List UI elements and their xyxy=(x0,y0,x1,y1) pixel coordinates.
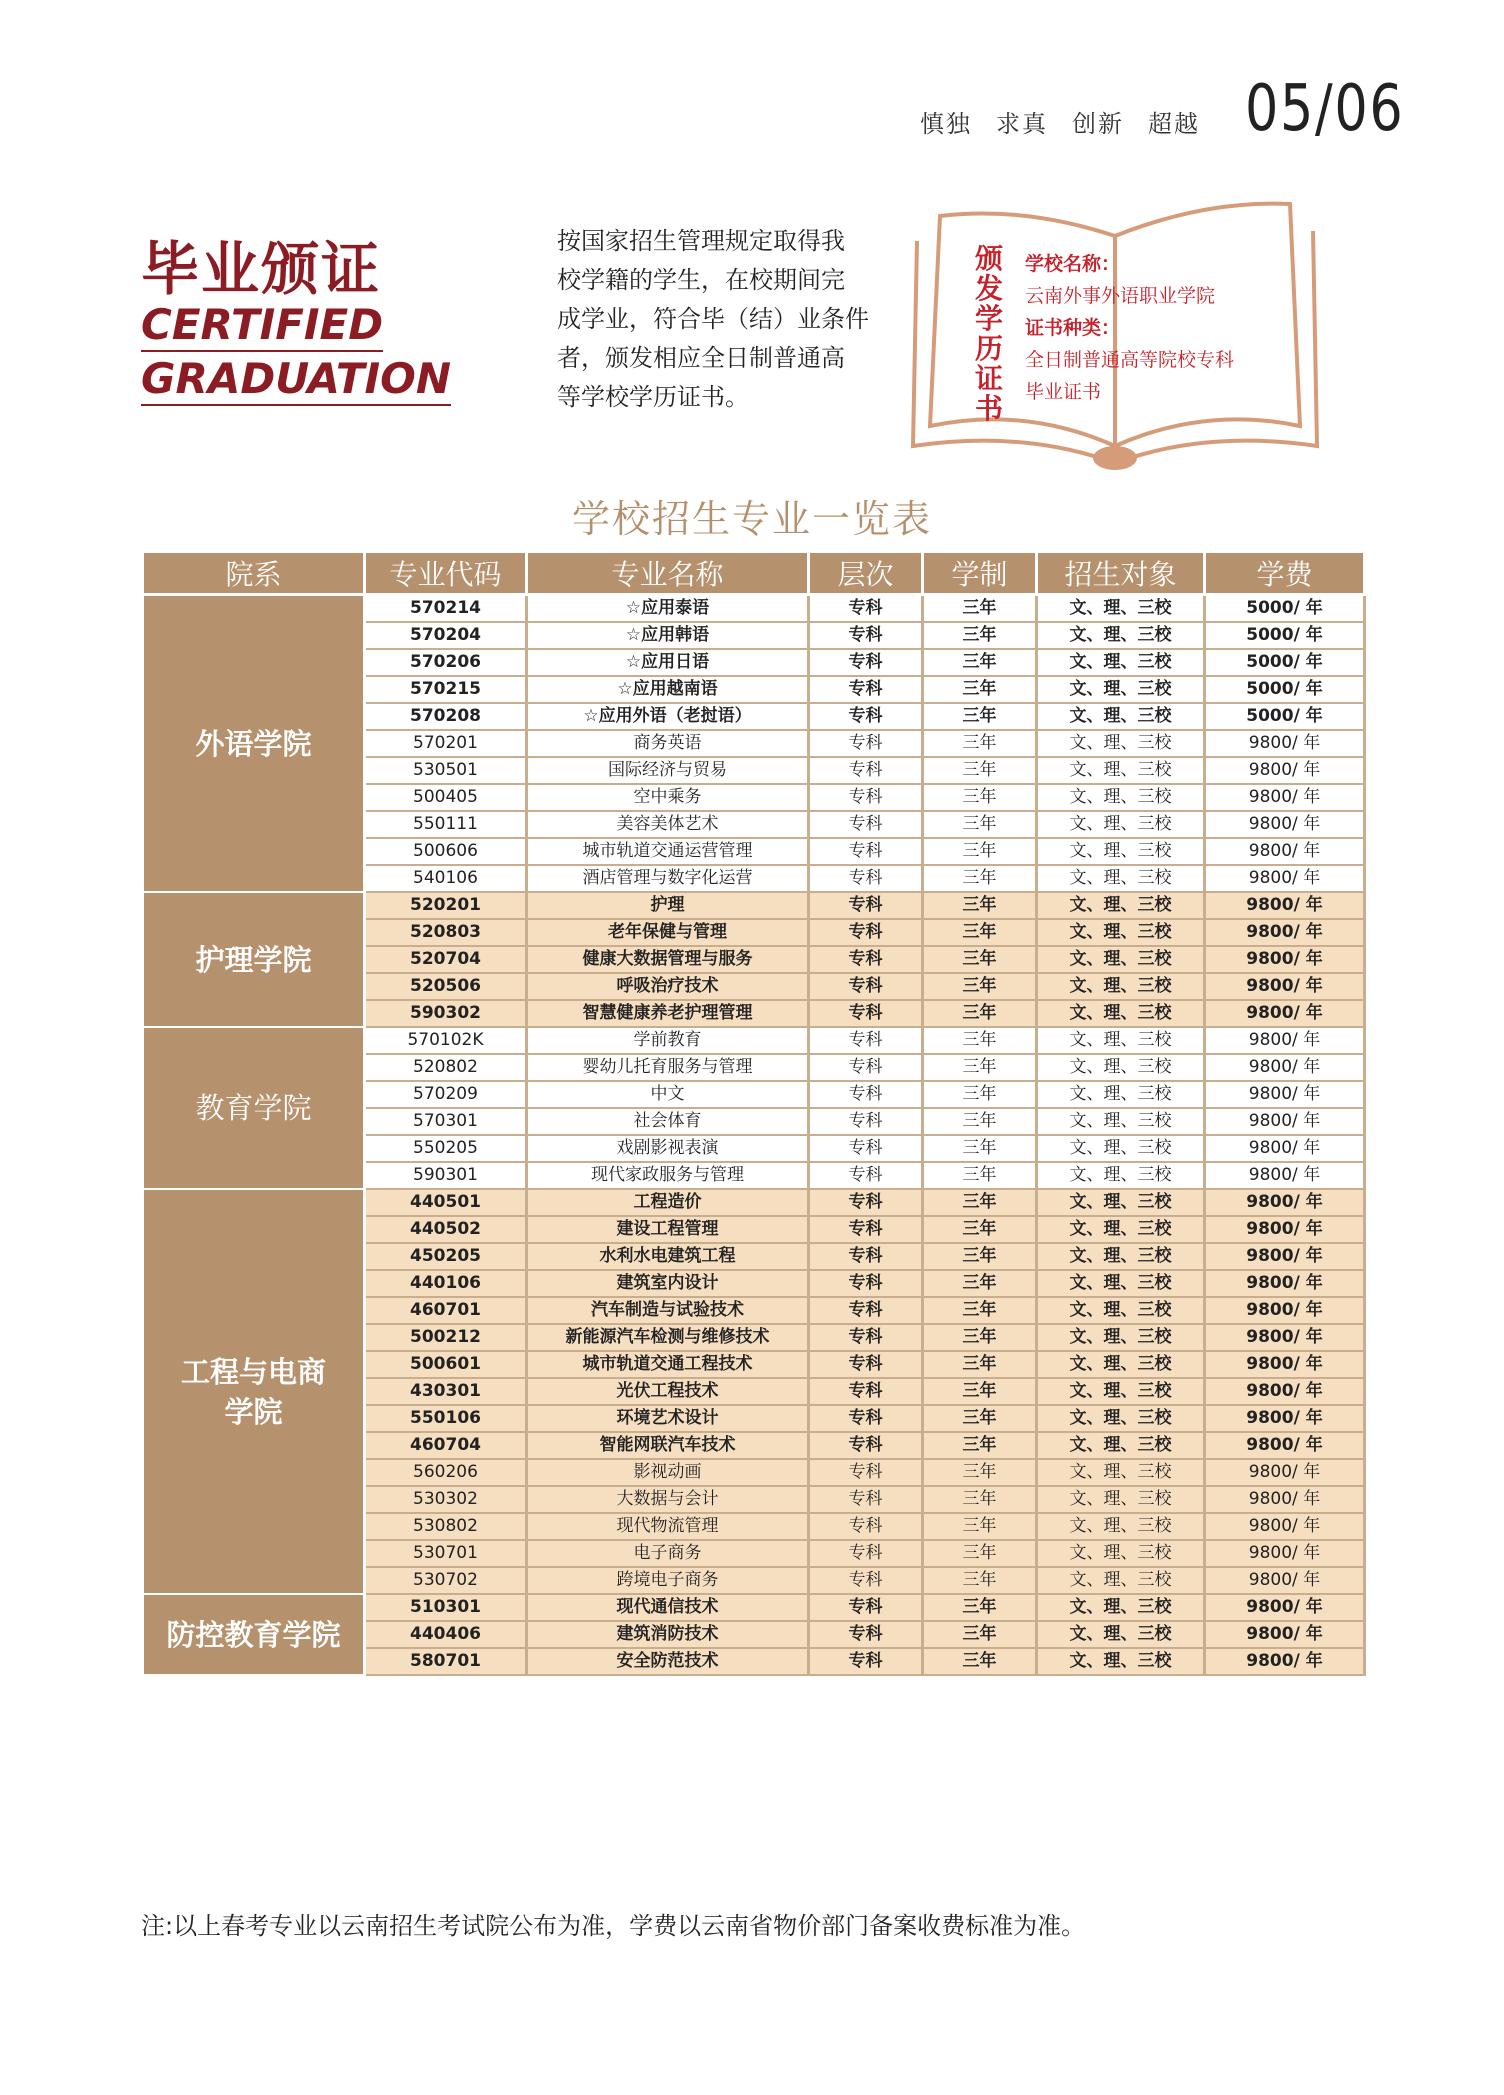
tuition-cell: 5000/ 年 xyxy=(1205,649,1365,676)
major-code-cell: 590301 xyxy=(365,1162,527,1189)
duration-cell: 三年 xyxy=(923,811,1037,838)
duration-cell: 三年 xyxy=(923,595,1037,623)
major-name-cell: 中文 xyxy=(527,1081,809,1108)
level-cell: 专科 xyxy=(809,1027,923,1054)
table-body xyxy=(143,595,1365,1676)
target-cell: 文、理、三校 xyxy=(1037,838,1205,865)
department-cell: 防控教育学院 xyxy=(143,1594,365,1675)
duration-cell: 三年 xyxy=(923,892,1037,919)
level-cell: 专科 xyxy=(809,1081,923,1108)
duration-cell: 三年 xyxy=(923,1162,1037,1189)
target-cell: 文、理、三校 xyxy=(1037,730,1205,757)
level-cell: 专科 xyxy=(809,1324,923,1351)
major-name-cell: ☆应用日语 xyxy=(527,649,809,676)
major-name-cell: 国际经济与贸易 xyxy=(527,757,809,784)
department-cell: 工程与电商 学院 xyxy=(143,1189,365,1594)
major-code-cell: 520704 xyxy=(365,946,527,973)
department-cell: 外语学院 xyxy=(143,595,365,893)
table-row xyxy=(143,1189,1365,1216)
duration-cell: 三年 xyxy=(923,973,1037,1000)
motto-word: 超越 xyxy=(1148,110,1200,138)
target-cell: 文、理、三校 xyxy=(1037,973,1205,1000)
target-cell: 文、理、三校 xyxy=(1037,1621,1205,1648)
target-cell: 文、理、三校 xyxy=(1037,1432,1205,1459)
level-cell: 专科 xyxy=(809,1108,923,1135)
major-name-cell: 影视动画 xyxy=(527,1459,809,1486)
major-name-cell: 老年保健与管理 xyxy=(527,919,809,946)
level-cell: 专科 xyxy=(809,1486,923,1513)
target-cell: 文、理、三校 xyxy=(1037,1054,1205,1081)
tuition-cell: 9800/ 年 xyxy=(1205,1459,1365,1486)
target-cell: 文、理、三校 xyxy=(1037,595,1205,623)
level-cell: 专科 xyxy=(809,730,923,757)
tuition-cell: 9800/ 年 xyxy=(1205,865,1365,892)
major-name-cell: 酒店管理与数字化运营 xyxy=(527,865,809,892)
duration-cell: 三年 xyxy=(923,757,1037,784)
section-title: 毕业颁证 xyxy=(141,235,382,303)
duration-cell: 三年 xyxy=(923,1324,1037,1351)
intro-line: 校学籍的学生，在校期间完 xyxy=(557,266,845,294)
duration-cell: 三年 xyxy=(923,676,1037,703)
major-code-cell: 570204 xyxy=(365,622,527,649)
table-row xyxy=(143,1594,1365,1621)
section-title-en-line1: CERTIFIED xyxy=(141,300,383,352)
level-cell: 专科 xyxy=(809,919,923,946)
major-code-cell: 530302 xyxy=(365,1486,527,1513)
intro-line: 按国家招生管理规定取得我 xyxy=(557,227,845,255)
target-cell: 文、理、三校 xyxy=(1037,946,1205,973)
tuition-cell: 9800/ 年 xyxy=(1205,1162,1365,1189)
major-code-cell: 520802 xyxy=(365,1054,527,1081)
major-name-cell: 婴幼儿托育服务与管理 xyxy=(527,1054,809,1081)
intro-line: 成学业，符合毕（结）业条件 xyxy=(557,305,869,333)
target-cell: 文、理、三校 xyxy=(1037,1486,1205,1513)
school-name: 云南外事外语职业学院 xyxy=(1025,285,1216,307)
target-cell: 文、理、三校 xyxy=(1037,1324,1205,1351)
department-cell: 护理学院 xyxy=(143,892,365,1027)
major-code-cell: 570301 xyxy=(365,1108,527,1135)
major-name-cell: 汽车制造与试验技术 xyxy=(527,1297,809,1324)
major-code-cell: 520506 xyxy=(365,973,527,1000)
tuition-cell: 9800/ 年 xyxy=(1205,1567,1365,1594)
duration-cell: 三年 xyxy=(923,730,1037,757)
level-cell: 专科 xyxy=(809,1648,923,1675)
level-cell: 专科 xyxy=(809,595,923,623)
target-cell: 文、理、三校 xyxy=(1037,1081,1205,1108)
admission-table xyxy=(141,550,1366,1676)
tuition-cell: 9800/ 年 xyxy=(1205,1513,1365,1540)
target-cell: 文、理、三校 xyxy=(1037,757,1205,784)
duration-cell: 三年 xyxy=(923,1594,1037,1621)
tuition-cell: 9800/ 年 xyxy=(1205,1621,1365,1648)
major-name-cell: ☆应用越南语 xyxy=(527,676,809,703)
major-name-cell: 跨境电子商务 xyxy=(527,1567,809,1594)
section-title-en-line2: GRADUATION xyxy=(141,354,451,406)
level-cell: 专科 xyxy=(809,784,923,811)
major-code-cell: 460701 xyxy=(365,1297,527,1324)
table-row xyxy=(143,595,1365,623)
major-name-cell: ☆应用外语（老挝语） xyxy=(527,703,809,730)
major-name-cell: 光伏工程技术 xyxy=(527,1378,809,1405)
school-label: 学校名称： xyxy=(1025,253,1121,275)
duration-cell: 三年 xyxy=(923,622,1037,649)
major-code-cell: 570102K xyxy=(365,1027,527,1054)
level-cell: 专科 xyxy=(809,865,923,892)
major-name-cell: 空中乘务 xyxy=(527,784,809,811)
major-code-cell: 500606 xyxy=(365,838,527,865)
tuition-cell: 9800/ 年 xyxy=(1205,919,1365,946)
intro-line: 者，颁发相应全日制普通高 xyxy=(557,344,845,372)
tuition-cell: 9800/ 年 xyxy=(1205,1108,1365,1135)
duration-cell: 三年 xyxy=(923,1027,1037,1054)
level-cell: 专科 xyxy=(809,811,923,838)
column-header: 院系 xyxy=(143,552,365,595)
tuition-cell: 9800/ 年 xyxy=(1205,1000,1365,1027)
target-cell: 文、理、三校 xyxy=(1037,1405,1205,1432)
major-name-cell: 电子商务 xyxy=(527,1540,809,1567)
tuition-cell: 9800/ 年 xyxy=(1205,1189,1365,1216)
column-header: 专业代码 xyxy=(365,552,527,595)
major-name-cell: 安全防范技术 xyxy=(527,1648,809,1675)
level-cell: 专科 xyxy=(809,973,923,1000)
certificate-details xyxy=(1025,248,1234,408)
major-code-cell: 500405 xyxy=(365,784,527,811)
level-cell: 专科 xyxy=(809,1459,923,1486)
duration-cell: 三年 xyxy=(923,1216,1037,1243)
level-cell: 专科 xyxy=(809,1270,923,1297)
intro-paragraph xyxy=(557,222,887,417)
level-cell: 专科 xyxy=(809,1432,923,1459)
duration-cell: 三年 xyxy=(923,1135,1037,1162)
level-cell: 专科 xyxy=(809,1297,923,1324)
duration-cell: 三年 xyxy=(923,919,1037,946)
major-code-cell: 430301 xyxy=(365,1378,527,1405)
major-code-cell: 520201 xyxy=(365,892,527,919)
duration-cell: 三年 xyxy=(923,1432,1037,1459)
duration-cell: 三年 xyxy=(923,1459,1037,1486)
table-row xyxy=(143,1027,1365,1054)
major-code-cell: 560206 xyxy=(365,1459,527,1486)
tuition-cell: 9800/ 年 xyxy=(1205,1081,1365,1108)
duration-cell: 三年 xyxy=(923,1270,1037,1297)
major-name-cell: 商务英语 xyxy=(527,730,809,757)
tuition-cell: 9800/ 年 xyxy=(1205,892,1365,919)
table-title: 学校招生专业一览表 xyxy=(571,497,932,541)
major-name-cell: 学前教育 xyxy=(527,1027,809,1054)
target-cell: 文、理、三校 xyxy=(1037,1378,1205,1405)
tuition-cell: 9800/ 年 xyxy=(1205,1216,1365,1243)
tuition-cell: 9800/ 年 xyxy=(1205,730,1365,757)
major-code-cell: 530501 xyxy=(365,757,527,784)
target-cell: 文、理、三校 xyxy=(1037,1459,1205,1486)
tuition-cell: 9800/ 年 xyxy=(1205,1351,1365,1378)
duration-cell: 三年 xyxy=(923,1189,1037,1216)
major-name-cell: 建设工程管理 xyxy=(527,1216,809,1243)
major-code-cell: 440406 xyxy=(365,1621,527,1648)
level-cell: 专科 xyxy=(809,649,923,676)
tuition-cell: 9800/ 年 xyxy=(1205,1135,1365,1162)
target-cell: 文、理、三校 xyxy=(1037,1297,1205,1324)
tuition-cell: 9800/ 年 xyxy=(1205,1486,1365,1513)
tuition-cell: 9800/ 年 xyxy=(1205,1027,1365,1054)
target-cell: 文、理、三校 xyxy=(1037,1027,1205,1054)
level-cell: 专科 xyxy=(809,757,923,784)
page-number: 05/06 xyxy=(1245,72,1405,146)
duration-cell: 三年 xyxy=(923,649,1037,676)
major-code-cell: 440502 xyxy=(365,1216,527,1243)
major-code-cell: 510301 xyxy=(365,1594,527,1621)
level-cell: 专科 xyxy=(809,1135,923,1162)
major-code-cell: 570215 xyxy=(365,676,527,703)
major-name-cell: 环境艺术设计 xyxy=(527,1405,809,1432)
target-cell: 文、理、三校 xyxy=(1037,1594,1205,1621)
duration-cell: 三年 xyxy=(923,1405,1037,1432)
major-name-cell: 新能源汽车检测与维修技术 xyxy=(527,1324,809,1351)
tuition-cell: 5000/ 年 xyxy=(1205,703,1365,730)
column-header: 专业名称 xyxy=(527,552,809,595)
major-code-cell: 540106 xyxy=(365,865,527,892)
duration-cell: 三年 xyxy=(923,1351,1037,1378)
column-header: 学费 xyxy=(1205,552,1365,595)
major-name-cell: 现代通信技术 xyxy=(527,1594,809,1621)
major-code-cell: 530702 xyxy=(365,1567,527,1594)
duration-cell: 三年 xyxy=(923,1513,1037,1540)
major-name-cell: 健康大数据管理与服务 xyxy=(527,946,809,973)
major-name-cell: 护理 xyxy=(527,892,809,919)
department-cell: 教育学院 xyxy=(143,1027,365,1189)
table-row xyxy=(143,892,1365,919)
major-code-cell: 530701 xyxy=(365,1540,527,1567)
tuition-cell: 9800/ 年 xyxy=(1205,946,1365,973)
level-cell: 专科 xyxy=(809,1351,923,1378)
major-code-cell: 450205 xyxy=(365,1243,527,1270)
target-cell: 文、理、三校 xyxy=(1037,1162,1205,1189)
intro-line: 等学校学历证书。 xyxy=(557,383,749,411)
major-code-cell: 570209 xyxy=(365,1081,527,1108)
motto-word: 求真 xyxy=(996,110,1048,138)
level-cell: 专科 xyxy=(809,1540,923,1567)
duration-cell: 三年 xyxy=(923,1621,1037,1648)
level-cell: 专科 xyxy=(809,1216,923,1243)
target-cell: 文、理、三校 xyxy=(1037,703,1205,730)
column-header: 层次 xyxy=(809,552,923,595)
duration-cell: 三年 xyxy=(923,1000,1037,1027)
major-code-cell: 530802 xyxy=(365,1513,527,1540)
level-cell: 专科 xyxy=(809,1621,923,1648)
duration-cell: 三年 xyxy=(923,1054,1037,1081)
major-code-cell: 550111 xyxy=(365,811,527,838)
tuition-cell: 9800/ 年 xyxy=(1205,1243,1365,1270)
major-name-cell: 戏剧影视表演 xyxy=(527,1135,809,1162)
column-header: 招生对象 xyxy=(1037,552,1205,595)
tuition-cell: 9800/ 年 xyxy=(1205,784,1365,811)
target-cell: 文、理、三校 xyxy=(1037,1567,1205,1594)
level-cell: 专科 xyxy=(809,676,923,703)
tuition-cell: 9800/ 年 xyxy=(1205,1648,1365,1675)
level-cell: 专科 xyxy=(809,838,923,865)
target-cell: 文、理、三校 xyxy=(1037,1000,1205,1027)
major-name-cell: 大数据与会计 xyxy=(527,1486,809,1513)
major-name-cell: 城市轨道交通工程技术 xyxy=(527,1351,809,1378)
level-cell: 专科 xyxy=(809,1162,923,1189)
tuition-cell: 5000/ 年 xyxy=(1205,622,1365,649)
major-name-cell: ☆应用韩语 xyxy=(527,622,809,649)
type-value-line1: 全日制普通高等院校专科 xyxy=(1025,349,1235,371)
target-cell: 文、理、三校 xyxy=(1037,1648,1205,1675)
duration-cell: 三年 xyxy=(923,784,1037,811)
major-code-cell: 590302 xyxy=(365,1000,527,1027)
target-cell: 文、理、三校 xyxy=(1037,1243,1205,1270)
level-cell: 专科 xyxy=(809,1405,923,1432)
major-name-cell: ☆应用泰语 xyxy=(527,595,809,623)
tuition-cell: 9800/ 年 xyxy=(1205,1324,1365,1351)
major-code-cell: 440501 xyxy=(365,1189,527,1216)
certificate-title: 颁发学历证书 xyxy=(974,242,1003,425)
target-cell: 文、理、三校 xyxy=(1037,649,1205,676)
tuition-cell: 5000/ 年 xyxy=(1205,676,1365,703)
tuition-cell: 9800/ 年 xyxy=(1205,1540,1365,1567)
type-label: 证书种类： xyxy=(1025,317,1121,339)
school-motto xyxy=(920,104,1224,139)
target-cell: 文、理、三校 xyxy=(1037,622,1205,649)
duration-cell: 三年 xyxy=(923,865,1037,892)
tuition-cell: 9800/ 年 xyxy=(1205,1432,1365,1459)
tuition-cell: 9800/ 年 xyxy=(1205,1378,1365,1405)
tuition-cell: 9800/ 年 xyxy=(1205,757,1365,784)
major-code-cell: 500601 xyxy=(365,1351,527,1378)
target-cell: 文、理、三校 xyxy=(1037,1189,1205,1216)
level-cell: 专科 xyxy=(809,1000,923,1027)
major-name-cell: 社会体育 xyxy=(527,1108,809,1135)
target-cell: 文、理、三校 xyxy=(1037,1216,1205,1243)
level-cell: 专科 xyxy=(809,1378,923,1405)
duration-cell: 三年 xyxy=(923,946,1037,973)
column-header: 学制 xyxy=(923,552,1037,595)
major-name-cell: 现代家政服务与管理 xyxy=(527,1162,809,1189)
duration-cell: 三年 xyxy=(923,838,1037,865)
motto-word: 创新 xyxy=(1072,110,1124,138)
major-code-cell: 580701 xyxy=(365,1648,527,1675)
level-cell: 专科 xyxy=(809,622,923,649)
target-cell: 文、理、三校 xyxy=(1037,1270,1205,1297)
target-cell: 文、理、三校 xyxy=(1037,676,1205,703)
target-cell: 文、理、三校 xyxy=(1037,1108,1205,1135)
table-header-row xyxy=(143,552,1365,595)
duration-cell: 三年 xyxy=(923,1297,1037,1324)
footnote: 注:以上春考专业以云南招生考试院公布为准，学费以云南省物价部门备案收费标准为准。 xyxy=(141,1912,1086,1940)
tuition-cell: 9800/ 年 xyxy=(1205,838,1365,865)
target-cell: 文、理、三校 xyxy=(1037,892,1205,919)
duration-cell: 三年 xyxy=(923,1108,1037,1135)
duration-cell: 三年 xyxy=(923,1486,1037,1513)
target-cell: 文、理、三校 xyxy=(1037,865,1205,892)
target-cell: 文、理、三校 xyxy=(1037,1351,1205,1378)
major-name-cell: 建筑室内设计 xyxy=(527,1270,809,1297)
level-cell: 专科 xyxy=(809,946,923,973)
target-cell: 文、理、三校 xyxy=(1037,1540,1205,1567)
tuition-cell: 9800/ 年 xyxy=(1205,1054,1365,1081)
duration-cell: 三年 xyxy=(923,1378,1037,1405)
major-code-cell: 570201 xyxy=(365,730,527,757)
tuition-cell: 9800/ 年 xyxy=(1205,811,1365,838)
level-cell: 专科 xyxy=(809,1594,923,1621)
major-code-cell: 570214 xyxy=(365,595,527,623)
type-value-line2: 毕业证书 xyxy=(1025,381,1102,403)
major-code-cell: 550106 xyxy=(365,1405,527,1432)
level-cell: 专科 xyxy=(809,1513,923,1540)
major-code-cell: 550205 xyxy=(365,1135,527,1162)
major-name-cell: 智慧健康养老护理管理 xyxy=(527,1000,809,1027)
target-cell: 文、理、三校 xyxy=(1037,919,1205,946)
tuition-cell: 5000/ 年 xyxy=(1205,595,1365,623)
major-code-cell: 570208 xyxy=(365,703,527,730)
major-name-cell: 建筑消防技术 xyxy=(527,1621,809,1648)
major-name-cell: 工程造价 xyxy=(527,1189,809,1216)
major-code-cell: 460704 xyxy=(365,1432,527,1459)
tuition-cell: 9800/ 年 xyxy=(1205,1297,1365,1324)
target-cell: 文、理、三校 xyxy=(1037,1135,1205,1162)
level-cell: 专科 xyxy=(809,1189,923,1216)
major-name-cell: 现代物流管理 xyxy=(527,1513,809,1540)
major-name-cell: 城市轨道交通运营管理 xyxy=(527,838,809,865)
tuition-cell: 9800/ 年 xyxy=(1205,1594,1365,1621)
duration-cell: 三年 xyxy=(923,1243,1037,1270)
major-code-cell: 440106 xyxy=(365,1270,527,1297)
level-cell: 专科 xyxy=(809,1243,923,1270)
major-name-cell: 水利水电建筑工程 xyxy=(527,1243,809,1270)
tuition-cell: 9800/ 年 xyxy=(1205,1405,1365,1432)
major-name-cell: 美容美体艺术 xyxy=(527,811,809,838)
target-cell: 文、理、三校 xyxy=(1037,811,1205,838)
major-code-cell: 570206 xyxy=(365,649,527,676)
motto-word: 慎独 xyxy=(920,110,972,138)
tuition-cell: 9800/ 年 xyxy=(1205,1270,1365,1297)
duration-cell: 三年 xyxy=(923,1081,1037,1108)
level-cell: 专科 xyxy=(809,1567,923,1594)
duration-cell: 三年 xyxy=(923,1540,1037,1567)
level-cell: 专科 xyxy=(809,1054,923,1081)
major-code-cell: 520803 xyxy=(365,919,527,946)
duration-cell: 三年 xyxy=(923,1567,1037,1594)
level-cell: 专科 xyxy=(809,892,923,919)
target-cell: 文、理、三校 xyxy=(1037,784,1205,811)
duration-cell: 三年 xyxy=(923,1648,1037,1675)
level-cell: 专科 xyxy=(809,703,923,730)
target-cell: 文、理、三校 xyxy=(1037,1513,1205,1540)
major-name-cell: 呼吸治疗技术 xyxy=(527,973,809,1000)
duration-cell: 三年 xyxy=(923,703,1037,730)
major-code-cell: 500212 xyxy=(365,1324,527,1351)
tuition-cell: 9800/ 年 xyxy=(1205,973,1365,1000)
major-name-cell: 智能网联汽车技术 xyxy=(527,1432,809,1459)
